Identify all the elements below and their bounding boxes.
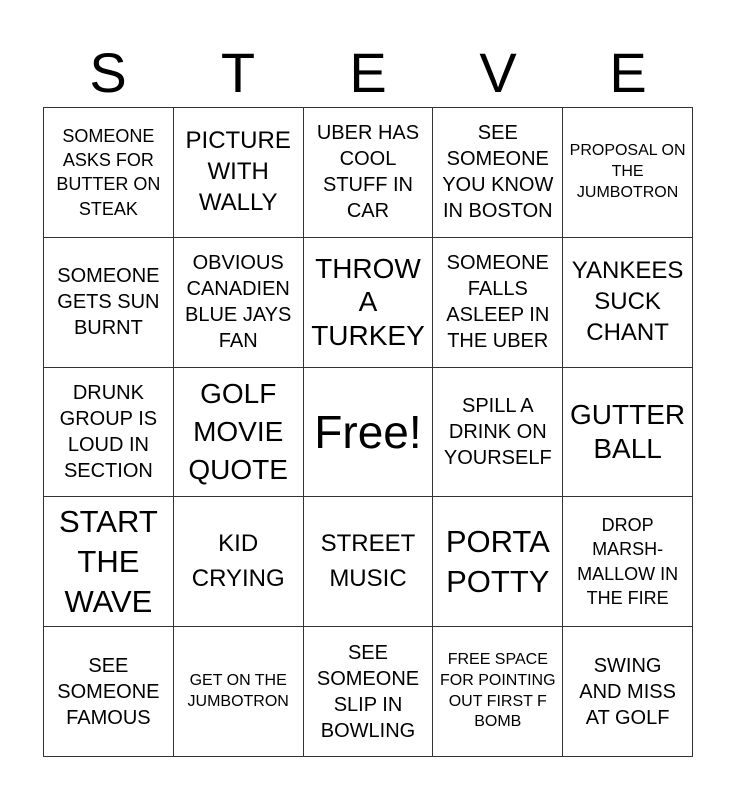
cell-text: GET ON THE JUMBOTRON [187, 671, 289, 710]
cell-text: STREET MUSIC [320, 529, 416, 592]
bingo-board [43, 107, 693, 757]
bingo-cell[interactable] [44, 497, 174, 627]
bingo-cell[interactable] [563, 368, 693, 498]
bingo-cell[interactable] [304, 627, 434, 757]
cell-text: DROP MARSH- MALLOW IN THE FIRE [577, 515, 679, 609]
bingo-cell[interactable] [563, 238, 693, 368]
cell-text: DRUNK GROUP IS LOUD IN SECTION [59, 381, 158, 482]
cell-text: SWING AND MISS AT GOLF [579, 654, 676, 729]
bingo-cell[interactable] [174, 238, 304, 368]
cell-text: UBER HAS COOL STUFF IN CAR [316, 122, 420, 223]
header-letter-s: S [89, 41, 127, 104]
bingo-cell[interactable] [433, 368, 563, 498]
cell-text: FREE SPACE FOR POINTING OUT FIRST F BOMB [440, 651, 556, 731]
cell-text: PORTA POTTY [445, 524, 550, 599]
bingo-cell[interactable] [174, 108, 304, 238]
bingo-cell[interactable] [44, 238, 174, 368]
cell-text: OBVIOUS CANADIEN BLUE JAYS FAN [185, 252, 292, 353]
cell-text: SOMEONE FALLS ASLEEP IN THE UBER [446, 252, 550, 353]
bingo-cell[interactable] [174, 368, 304, 498]
bingo-cell[interactable] [563, 627, 693, 757]
bingo-cell[interactable] [174, 497, 304, 627]
cell-text: KID CRYING [191, 529, 285, 592]
cell-text: SEE SOMEONE YOU KNOW IN BOSTON [442, 122, 554, 223]
bingo-cell[interactable] [44, 627, 174, 757]
bingo-cell[interactable] [304, 497, 434, 627]
bingo-header [43, 40, 693, 106]
cell-text: YANKEES SUCK CHANT [571, 257, 684, 346]
cell-text: GOLF MOVIE QUOTE [188, 378, 288, 485]
header-letter-v: V [479, 41, 517, 104]
bingo-cell[interactable] [433, 627, 563, 757]
cell-text: SOMEONE ASKS FOR BUTTER ON STEAK [56, 125, 161, 219]
cell-text: THROW A TURKEY [311, 252, 425, 351]
cell-text: PICTURE WITH WALLY [185, 127, 291, 216]
cell-text: SEE SOMEONE FAMOUS [57, 654, 160, 729]
free-space-cell[interactable] [304, 368, 434, 498]
header-letter-t: T [220, 41, 256, 104]
cell-text: SOMEONE GETS SUN BURNT [57, 265, 160, 340]
bingo-cell[interactable] [174, 627, 304, 757]
bingo-cell[interactable] [433, 108, 563, 238]
bingo-cell[interactable] [304, 238, 434, 368]
bingo-cell[interactable] [44, 368, 174, 498]
bingo-cell[interactable] [44, 108, 174, 238]
bingo-cell[interactable] [433, 238, 563, 368]
cell-text: GUTTER BALL [570, 399, 686, 464]
bingo-cell[interactable] [563, 108, 693, 238]
cell-text: START THE WAVE [59, 504, 158, 619]
cell-text: PROPOSAL ON THE JUMBOTRON [569, 142, 686, 201]
free-space-text: Free! [314, 405, 422, 458]
header-letter-e-2: E [609, 41, 647, 104]
header-letter-e: E [349, 41, 387, 104]
bingo-cell[interactable] [433, 497, 563, 627]
cell-text: SEE SOMEONE SLIP IN BOWLING [316, 641, 420, 742]
bingo-cell[interactable] [563, 497, 693, 627]
cell-text: SPILL A DRINK ON YOURSELF [443, 394, 552, 469]
bingo-cell[interactable] [304, 108, 434, 238]
